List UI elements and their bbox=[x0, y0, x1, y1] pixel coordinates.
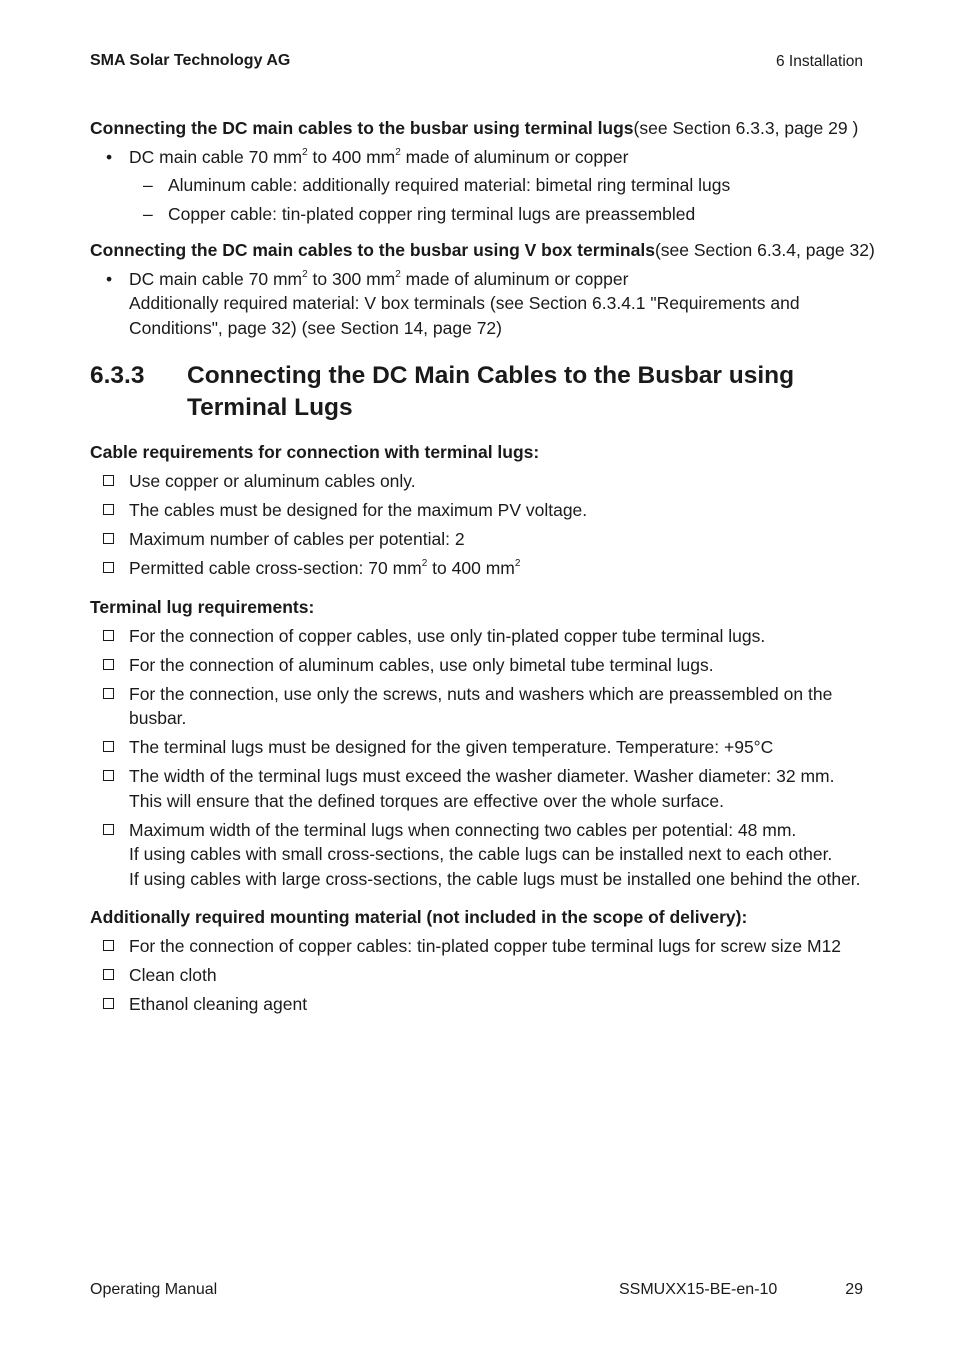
page-content bbox=[90, 116, 875, 1017]
checkbox-icon bbox=[103, 688, 114, 699]
cable-requirements-heading: Cable requirements for connection with terminal lugs: bbox=[90, 442, 540, 462]
list-item: For the connection of copper cables: tin-plated copper tube terminal lugs for screw size M12 bbox=[90, 934, 875, 959]
checkbox-icon bbox=[103, 940, 114, 951]
checkbox-icon bbox=[103, 630, 114, 641]
section-number: 6.3.3 bbox=[90, 362, 145, 389]
checkbox-icon bbox=[103, 824, 114, 835]
section-heading bbox=[90, 360, 875, 424]
list-item: Ethanol cleaning agent bbox=[90, 992, 875, 1017]
checkbox-icon bbox=[103, 998, 114, 1009]
page-number: 29 bbox=[845, 1281, 863, 1298]
checkbox-icon bbox=[103, 475, 114, 486]
header-chapter: 6 Installation bbox=[775, 53, 863, 70]
terminal-lugs-sublist bbox=[90, 173, 875, 226]
v-box-heading: Connecting the DC main cables to the busbar using V box terminals(see Section 6.3.4, page 32) bbox=[90, 240, 875, 260]
checkbox-icon bbox=[103, 562, 114, 573]
list-item: The terminal lugs must be designed for the given temperature. Temperature: +95°C bbox=[90, 735, 875, 760]
checkbox-icon bbox=[103, 659, 114, 670]
checkbox-icon bbox=[103, 504, 114, 515]
header-company: SMA Solar Technology AG bbox=[90, 52, 291, 69]
list-item: For the connection of aluminum cables, use only bimetal tube terminal lugs. bbox=[90, 653, 875, 678]
cable-requirements-list bbox=[90, 469, 875, 581]
footer-doc-type: Operating Manual bbox=[90, 1281, 218, 1298]
list-item: Maximum width of the terminal lugs when connecting two cables per potential: 48 mm. If using cables with small cross-sections, the cable lugs can be installed next to each other. If using cables with large cross-sections, the cable lugs must be installed one behind the other. bbox=[90, 818, 875, 892]
list-item: For the connection of copper cables, use only tin-plated copper tube terminal lugs. bbox=[90, 624, 875, 649]
section-title: Connecting the DC Main Cables to the Busbar using Terminal Lugs bbox=[187, 362, 795, 421]
list-item: Permitted cable cross-section: 70 $mm^2$ to 400 $mm^2$ bbox=[90, 556, 875, 581]
list-item: Maximum number of cables per potential: 2 bbox=[90, 527, 875, 552]
lug-requirements-list bbox=[90, 624, 875, 892]
terminal-lugs-heading: Connecting the DC main cables to the busbar using terminal lugs(see Section 6.3.3, page 29 ) bbox=[90, 118, 859, 138]
checkbox-icon bbox=[103, 741, 114, 752]
checkbox-icon bbox=[103, 969, 114, 980]
footer-doc-code: SSMUXX15-BE-en-10 bbox=[619, 1281, 778, 1298]
list-item: • DC main cable 70 $mm^2$ to 300 $mm^2$ made of aluminum or copper Additionally required material: V box terminals (see Section 6.3.4.1 "Requirements and Conditions", page 32) (see Section 14, page 72) bbox=[106, 268, 800, 338]
list-item: The width of the terminal lugs must exceed the washer diameter. Washer diameter: 32 mm. This will ensure that the defined torques are effective over the whole surface. bbox=[90, 764, 875, 813]
list-item: – Aluminum cable: additionally required material: bimetal ring terminal lugs bbox=[143, 175, 731, 195]
list-item: For the connection, use only the screws, nuts and washers which are preassembled on the busbar. bbox=[90, 682, 875, 731]
list-item: The cables must be designed for the maximum PV voltage. bbox=[90, 498, 875, 523]
list-item: Clean cloth bbox=[90, 963, 875, 988]
mounting-material-list bbox=[90, 934, 875, 1017]
list-item: – Copper cable: tin-plated copper ring terminal lugs are preassembled bbox=[143, 203, 696, 224]
mounting-material-heading: Additionally required mounting material (not included in the scope of delivery): bbox=[90, 907, 748, 927]
list-item: • DC main cable 70 $mm^2$ to 400 $mm^2$ made of aluminum or copper bbox=[106, 146, 629, 167]
checkbox-icon bbox=[103, 533, 114, 544]
list-item: Use copper or aluminum cables only. bbox=[90, 469, 875, 494]
checkbox-icon bbox=[103, 770, 114, 781]
terminal-lugs-bullets bbox=[90, 145, 875, 170]
lug-requirements-heading: Terminal lug requirements: bbox=[90, 596, 315, 617]
v-box-bullets bbox=[90, 267, 875, 341]
